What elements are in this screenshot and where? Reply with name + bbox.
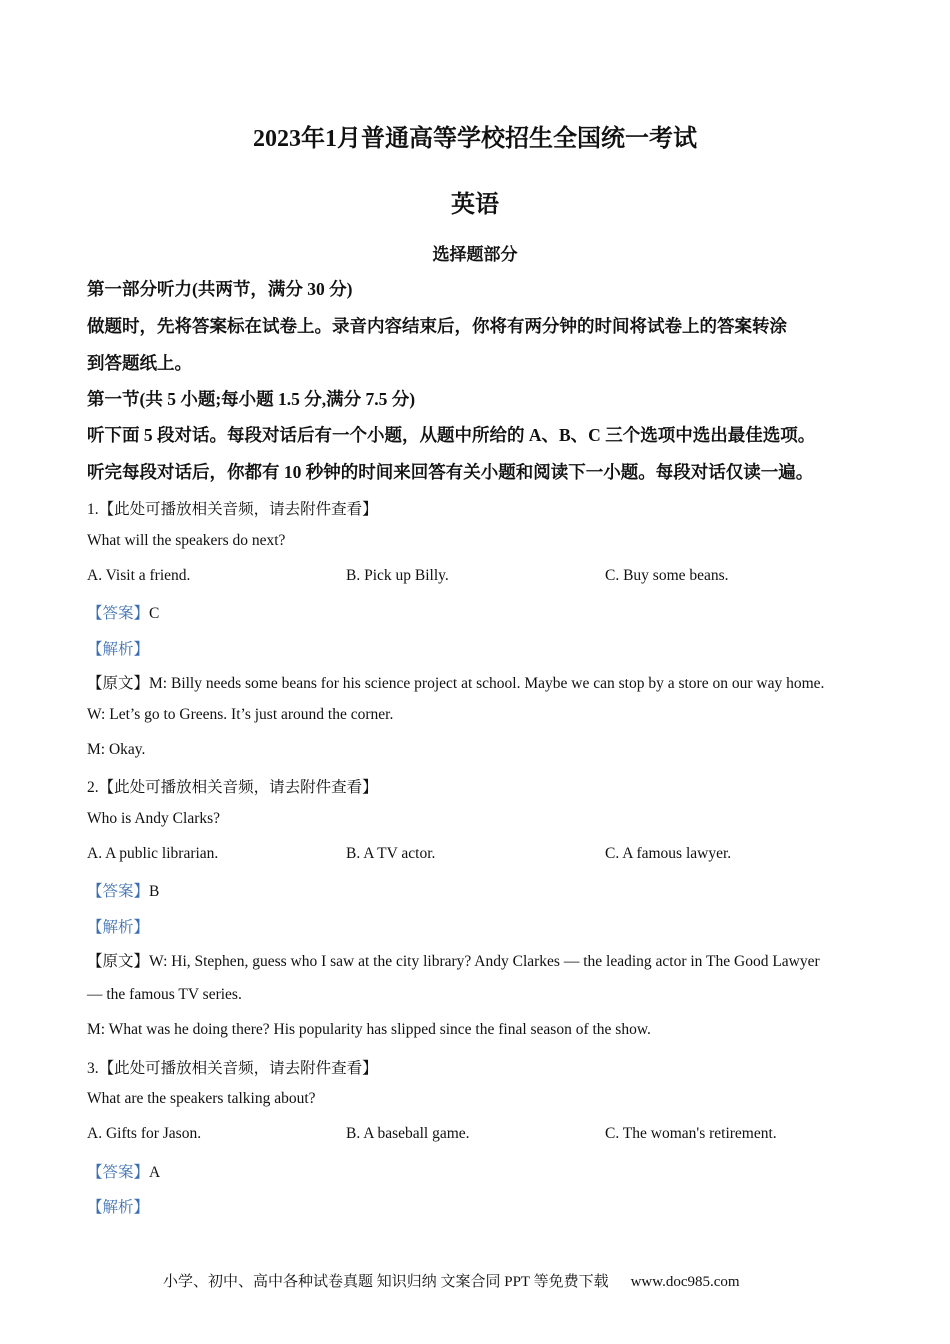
question-3-text: What are the speakers talking about?	[87, 1090, 316, 1107]
original-tag: 【原文】	[87, 953, 150, 970]
q3-option-b: B. A baseball game.	[346, 1125, 470, 1142]
audio-note: 【此处可播放相关音频，请去附件查看】	[98, 1060, 378, 1077]
section-title: 选择题部分	[432, 245, 518, 264]
section1-instruction-line2: 听完每段对话后，你都有 10 秒钟的时间来回答有关小题和阅读下一小题。每段对话仅读一遍。	[87, 462, 814, 482]
q1-answer	[87, 601, 159, 623]
q1-analysis-tag: 【解析】	[87, 641, 150, 658]
q1-transcript-line3: M: Okay.	[87, 741, 146, 758]
audio-note: 【此处可播放相关音频，请去附件查看】	[98, 779, 378, 796]
answer-tag: 【答案】	[87, 605, 150, 622]
audio-note: 【此处可播放相关音频，请去附件查看】	[98, 501, 378, 518]
q2-answer	[87, 879, 159, 901]
question-1-header	[87, 497, 378, 519]
footer-text: 小学、初中、高中各种试卷真题 知识归纳 文案合同 PPT 等免费下载	[163, 1274, 609, 1290]
answer-value: C	[149, 605, 160, 622]
section1-instruction-line1: 听下面 5 段对话。每段对话后有一个小题，从题中所给的 A、B、C 三个选项中选出最佳选项。	[87, 425, 816, 445]
transcript-text: M: Billy needs some beans for his science project at school. Maybe we can stop by a store on our way home.	[149, 675, 825, 692]
exam-title: 2023年1月普通高等学校招生全国统一考试	[253, 126, 697, 152]
question-2-header	[87, 775, 378, 797]
q2-option-a: A. A public librarian.	[87, 845, 219, 862]
q2-transcript-line1	[87, 949, 820, 971]
answer-tag: 【答案】	[87, 1164, 150, 1181]
question-number: 1.	[87, 501, 99, 518]
q1-option-a: A. Visit a friend.	[87, 567, 191, 584]
part1-heading: 第一部分听力(共两节，满分 30 分)	[87, 279, 353, 299]
q1-option-b: B. Pick up Billy.	[346, 567, 449, 584]
q1-option-c: C. Buy some beans.	[605, 567, 729, 584]
q2-transcript-line3: M: What was he doing there? His popularity has slipped since the final season of the show.	[87, 1021, 651, 1038]
part1-instruction-line2: 到答题纸上。	[87, 353, 192, 373]
q2-option-b: B. A TV actor.	[346, 845, 436, 862]
q1-transcript-line2: W: Let’s go to Greens. It’s just around the corner.	[87, 706, 394, 723]
q3-option-c: C. The woman's retirement.	[605, 1125, 777, 1142]
original-tag: 【原文】	[87, 675, 150, 692]
answer-tag: 【答案】	[87, 883, 150, 900]
q2-analysis-tag: 【解析】	[87, 919, 150, 936]
answer-value: B	[149, 883, 160, 900]
q3-analysis-tag: 【解析】	[87, 1199, 150, 1216]
part1-instruction-line1: 做题时，先将答案标在试卷上。录音内容结束后，你将有两分钟的时间将试卷上的答案转涂	[87, 316, 787, 336]
question-1-text: What will the speakers do next?	[87, 532, 286, 549]
question-number: 2.	[87, 779, 99, 796]
q3-option-a: A. Gifts for Jason.	[87, 1125, 202, 1142]
page-footer	[163, 1270, 740, 1291]
subject-title: 英语	[451, 192, 499, 218]
answer-value: A	[149, 1164, 161, 1181]
question-number: 3.	[87, 1060, 99, 1077]
q1-transcript-line1	[87, 671, 824, 693]
q3-answer	[87, 1160, 160, 1182]
question-3-header	[87, 1056, 378, 1078]
section1-heading: 第一节(共 5 小题;每小题 1.5 分,满分 7.5 分)	[87, 389, 416, 409]
q2-transcript-line2: — the famous TV series.	[87, 986, 242, 1003]
q2-option-c: C. A famous lawyer.	[605, 845, 732, 862]
transcript-text: W: Hi, Stephen, guess who I saw at the city library? Andy Clarkes — the leading actor in The Good Lawyer	[149, 953, 820, 970]
question-2-text: Who is Andy Clarks?	[87, 810, 221, 827]
footer-site-link[interactable]: www.doc985.com	[630, 1274, 740, 1290]
